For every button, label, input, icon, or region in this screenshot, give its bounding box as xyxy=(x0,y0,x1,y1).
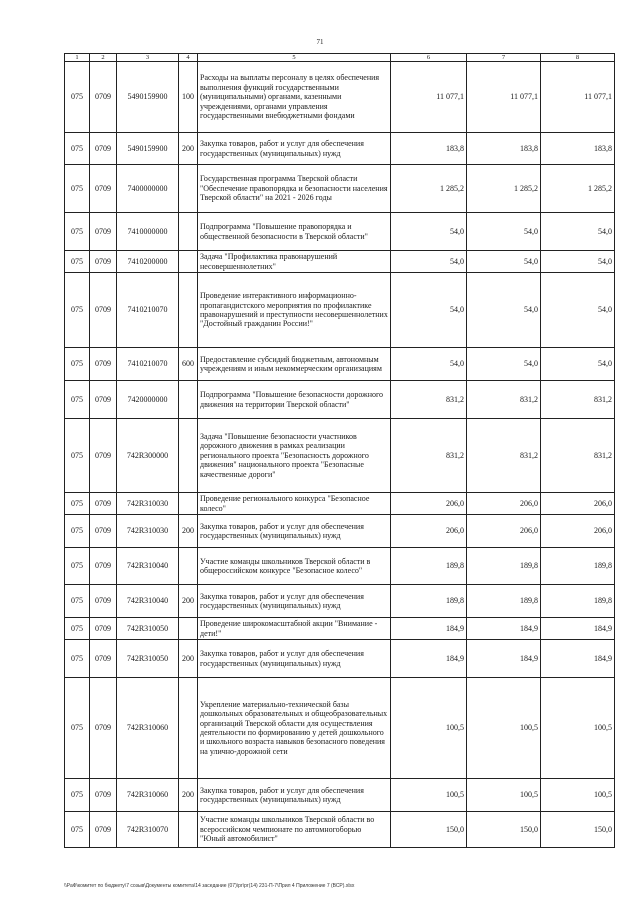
amount-col-7-cell: 206,0 xyxy=(467,515,541,548)
section-code-cell: 0709 xyxy=(90,251,117,273)
section-code-cell: 0709 xyxy=(90,381,117,419)
target-article-cell: 742R310070 xyxy=(117,812,179,848)
admin-code-cell: 075 xyxy=(65,515,90,548)
target-article-cell: 7410210070 xyxy=(117,348,179,381)
table-row xyxy=(65,779,615,812)
amount-col-8-cell: 54,0 xyxy=(541,273,615,348)
amount-col-7-cell: 100,5 xyxy=(467,779,541,812)
amount-col-7-cell: 11 077,1 xyxy=(467,62,541,133)
table-row xyxy=(65,812,615,848)
amount-col-8-cell: 831,2 xyxy=(541,381,615,419)
target-article-cell: 742R310060 xyxy=(117,779,179,812)
description-cell: Участие команды школьников Тверской области в общероссийском конкурсе "Безопасное колесо" xyxy=(198,548,391,585)
table-row xyxy=(65,585,615,618)
section-code-cell: 0709 xyxy=(90,419,117,493)
amount-col-7-cell: 1 285,2 xyxy=(467,165,541,213)
target-article-cell: 742R300000 xyxy=(117,419,179,493)
amount-col-8-cell: 100,5 xyxy=(541,779,615,812)
description-cell: Укрепление материально-технической базы дошкольных образовательных и общеобразовательных организаций Тверской области для осуществления деятельности по формированию у детей дошкольного и школьного возраста навыков безопасного поведения на улично-дорожной сети xyxy=(198,678,391,779)
amount-col-7-cell: 184,9 xyxy=(467,640,541,678)
column-number-row xyxy=(65,54,615,62)
amount-col-6-cell: 100,5 xyxy=(391,678,467,779)
amount-col-6-cell: 184,9 xyxy=(391,618,467,640)
section-code-cell: 0709 xyxy=(90,133,117,165)
section-code-cell: 0709 xyxy=(90,812,117,848)
column-number: 5 xyxy=(198,54,391,62)
table-row xyxy=(65,348,615,381)
table-row xyxy=(65,548,615,585)
section-code-cell: 0709 xyxy=(90,62,117,133)
table-row xyxy=(65,678,615,779)
amount-col-8-cell: 831,2 xyxy=(541,419,615,493)
column-number: 2 xyxy=(90,54,117,62)
column-number: 4 xyxy=(179,54,198,62)
section-code-cell: 0709 xyxy=(90,640,117,678)
target-article-cell: 742R310050 xyxy=(117,618,179,640)
admin-code-cell: 075 xyxy=(65,585,90,618)
target-article-cell: 7410210070 xyxy=(117,273,179,348)
admin-code-cell: 075 xyxy=(65,62,90,133)
admin-code-cell: 075 xyxy=(65,812,90,848)
amount-col-7-cell: 831,2 xyxy=(467,419,541,493)
amount-col-7-cell: 54,0 xyxy=(467,273,541,348)
admin-code-cell: 075 xyxy=(65,779,90,812)
amount-col-6-cell: 100,5 xyxy=(391,779,467,812)
table-row xyxy=(65,213,615,251)
admin-code-cell: 075 xyxy=(65,133,90,165)
admin-code-cell: 075 xyxy=(65,548,90,585)
amount-col-8-cell: 184,9 xyxy=(541,618,615,640)
amount-col-6-cell: 831,2 xyxy=(391,419,467,493)
expense-type-cell xyxy=(179,251,198,273)
amount-col-7-cell: 100,5 xyxy=(467,678,541,779)
expense-type-cell xyxy=(179,419,198,493)
target-article-cell: 742R310040 xyxy=(117,585,179,618)
column-number: 1 xyxy=(65,54,90,62)
amount-col-8-cell: 54,0 xyxy=(541,251,615,273)
table-row xyxy=(65,133,615,165)
amount-col-8-cell: 54,0 xyxy=(541,348,615,381)
table-row xyxy=(65,618,615,640)
column-number: 8 xyxy=(541,54,615,62)
budget-table xyxy=(64,53,615,848)
expense-type-cell: 200 xyxy=(179,640,198,678)
expense-type-cell: 600 xyxy=(179,348,198,381)
description-cell: Расходы на выплаты персоналу в целях обеспечения выполнения функций государственными (муниципальными) органами, казенными учреждениями, органами управления государственными внебюджетными фондами xyxy=(198,62,391,133)
description-cell: Закупка товаров, работ и услуг для обеспечения государственных (муниципальных) нужд xyxy=(198,640,391,678)
amount-col-6-cell: 184,9 xyxy=(391,640,467,678)
amount-col-8-cell: 184,9 xyxy=(541,640,615,678)
description-cell: Закупка товаров, работ и услуг для обеспечения государственных (муниципальных) нужд xyxy=(198,585,391,618)
admin-code-cell: 075 xyxy=(65,640,90,678)
target-article-cell: 5490159900 xyxy=(117,62,179,133)
section-code-cell: 0709 xyxy=(90,515,117,548)
description-cell: Предоставление субсидий бюджетным, автономным учреждениям и иным некоммерческим организациям xyxy=(198,348,391,381)
amount-col-7-cell: 189,8 xyxy=(467,548,541,585)
admin-code-cell: 075 xyxy=(65,493,90,515)
amount-col-6-cell: 54,0 xyxy=(391,273,467,348)
admin-code-cell: 075 xyxy=(65,213,90,251)
amount-col-6-cell: 189,8 xyxy=(391,548,467,585)
expense-type-cell xyxy=(179,273,198,348)
amount-col-6-cell: 189,8 xyxy=(391,585,467,618)
expense-type-cell: 200 xyxy=(179,133,198,165)
amount-col-7-cell: 54,0 xyxy=(467,213,541,251)
table-row xyxy=(65,62,615,133)
section-code-cell: 0709 xyxy=(90,493,117,515)
target-article-cell: 742R310040 xyxy=(117,548,179,585)
expense-type-cell: 200 xyxy=(179,515,198,548)
target-article-cell: 742R310030 xyxy=(117,515,179,548)
amount-col-8-cell: 150,0 xyxy=(541,812,615,848)
admin-code-cell: 075 xyxy=(65,165,90,213)
section-code-cell: 0709 xyxy=(90,273,117,348)
amount-col-7-cell: 54,0 xyxy=(467,251,541,273)
description-cell: Подпрограмма "Повышение правопорядка и общественной безопасности в Тверской области" xyxy=(198,213,391,251)
expense-type-cell xyxy=(179,381,198,419)
description-cell: Государственная программа Тверской области "Обеспечение правопорядка и безопасности населения Тверской области" на 2021 - 2026 годы xyxy=(198,165,391,213)
amount-col-8-cell: 189,8 xyxy=(541,548,615,585)
table-row xyxy=(65,165,615,213)
table-row xyxy=(65,381,615,419)
amount-col-6-cell: 11 077,1 xyxy=(391,62,467,133)
target-article-cell: 7400000000 xyxy=(117,165,179,213)
section-code-cell: 0709 xyxy=(90,348,117,381)
target-article-cell: 742R310060 xyxy=(117,678,179,779)
column-number: 6 xyxy=(391,54,467,62)
expense-type-cell xyxy=(179,165,198,213)
admin-code-cell: 075 xyxy=(65,381,90,419)
table-row xyxy=(65,419,615,493)
amount-col-7-cell: 831,2 xyxy=(467,381,541,419)
amount-col-8-cell: 1 285,2 xyxy=(541,165,615,213)
target-article-cell: 7420000000 xyxy=(117,381,179,419)
amount-col-7-cell: 184,9 xyxy=(467,618,541,640)
amount-col-6-cell: 183,8 xyxy=(391,133,467,165)
description-cell: Закупка товаров, работ и услуг для обеспечения государственных (муниципальных) нужд xyxy=(198,779,391,812)
description-cell: Задача "Повышение безопасности участников дорожного движения в рамках реализации регионального проекта "Безопасность дорожного движения" национального проекта "Безопасные качественные дороги" xyxy=(198,419,391,493)
description-cell: Проведение широкомасштабной акции "Внимание - дети!" xyxy=(198,618,391,640)
section-code-cell: 0709 xyxy=(90,213,117,251)
amount-col-8-cell: 189,8 xyxy=(541,585,615,618)
page-number: 71 xyxy=(316,38,324,46)
description-cell: Закупка товаров, работ и услуг для обеспечения государственных (муниципальных) нужд xyxy=(198,133,391,165)
table-row xyxy=(65,251,615,273)
target-article-cell: 742R310050 xyxy=(117,640,179,678)
expense-type-cell: 200 xyxy=(179,585,198,618)
table-row xyxy=(65,273,615,348)
amount-col-6-cell: 54,0 xyxy=(391,213,467,251)
target-article-cell: 5490159900 xyxy=(117,133,179,165)
file-path-footer: \\РаФ\комитет по бюджету\7 созыв\Документы комитета\14 заседание (07)\рг\рг(14) 231-П-7\Прил 4 Приложение 7 (ВСР).xlsx xyxy=(64,883,355,889)
amount-col-6-cell: 206,0 xyxy=(391,493,467,515)
amount-col-8-cell: 206,0 xyxy=(541,515,615,548)
description-cell: Закупка товаров, работ и услуг для обеспечения государственных (муниципальных) нужд xyxy=(198,515,391,548)
section-code-cell: 0709 xyxy=(90,678,117,779)
admin-code-cell: 075 xyxy=(65,273,90,348)
description-cell: Подпрограмма "Повышение безопасности дорожного движения на территории Тверской области" xyxy=(198,381,391,419)
admin-code-cell: 075 xyxy=(65,419,90,493)
target-article-cell: 7410200000 xyxy=(117,251,179,273)
description-cell: Проведение интерактивного информационно-пропагандистского мероприятия по профилактике правонарушений и преступности несовершеннолетних "Достойный гражданин России!" xyxy=(198,273,391,348)
amount-col-7-cell: 183,8 xyxy=(467,133,541,165)
expense-type-cell: 100 xyxy=(179,62,198,133)
amount-col-7-cell: 189,8 xyxy=(467,585,541,618)
amount-col-6-cell: 831,2 xyxy=(391,381,467,419)
description-cell: Задача "Профилактика правонарушений несовершеннолетних" xyxy=(198,251,391,273)
amount-col-7-cell: 206,0 xyxy=(467,493,541,515)
amount-col-8-cell: 100,5 xyxy=(541,678,615,779)
expense-type-cell: 200 xyxy=(179,779,198,812)
table-row xyxy=(65,640,615,678)
section-code-cell: 0709 xyxy=(90,548,117,585)
amount-col-6-cell: 1 285,2 xyxy=(391,165,467,213)
amount-col-6-cell: 150,0 xyxy=(391,812,467,848)
admin-code-cell: 075 xyxy=(65,348,90,381)
expense-type-cell xyxy=(179,493,198,515)
expense-type-cell xyxy=(179,678,198,779)
target-article-cell: 742R310030 xyxy=(117,493,179,515)
expense-type-cell xyxy=(179,618,198,640)
admin-code-cell: 075 xyxy=(65,678,90,779)
column-number: 7 xyxy=(467,54,541,62)
expense-type-cell xyxy=(179,812,198,848)
table-row xyxy=(65,515,615,548)
amount-col-7-cell: 150,0 xyxy=(467,812,541,848)
amount-col-8-cell: 11 077,1 xyxy=(541,62,615,133)
section-code-cell: 0709 xyxy=(90,585,117,618)
section-code-cell: 0709 xyxy=(90,618,117,640)
amount-col-8-cell: 54,0 xyxy=(541,213,615,251)
description-cell: Проведение регионального конкурса "Безопасное колесо" xyxy=(198,493,391,515)
section-code-cell: 0709 xyxy=(90,165,117,213)
amount-col-6-cell: 54,0 xyxy=(391,348,467,381)
amount-col-8-cell: 183,8 xyxy=(541,133,615,165)
amount-col-6-cell: 54,0 xyxy=(391,251,467,273)
table-row xyxy=(65,493,615,515)
admin-code-cell: 075 xyxy=(65,618,90,640)
description-cell: Участие команды школьников Тверской области во всероссийском чемпионате по автомногоборью "Юный автомобилист" xyxy=(198,812,391,848)
expense-type-cell xyxy=(179,213,198,251)
target-article-cell: 7410000000 xyxy=(117,213,179,251)
section-code-cell: 0709 xyxy=(90,779,117,812)
expense-type-cell xyxy=(179,548,198,585)
amount-col-7-cell: 54,0 xyxy=(467,348,541,381)
admin-code-cell: 075 xyxy=(65,251,90,273)
amount-col-8-cell: 206,0 xyxy=(541,493,615,515)
column-number: 3 xyxy=(117,54,179,62)
amount-col-6-cell: 206,0 xyxy=(391,515,467,548)
